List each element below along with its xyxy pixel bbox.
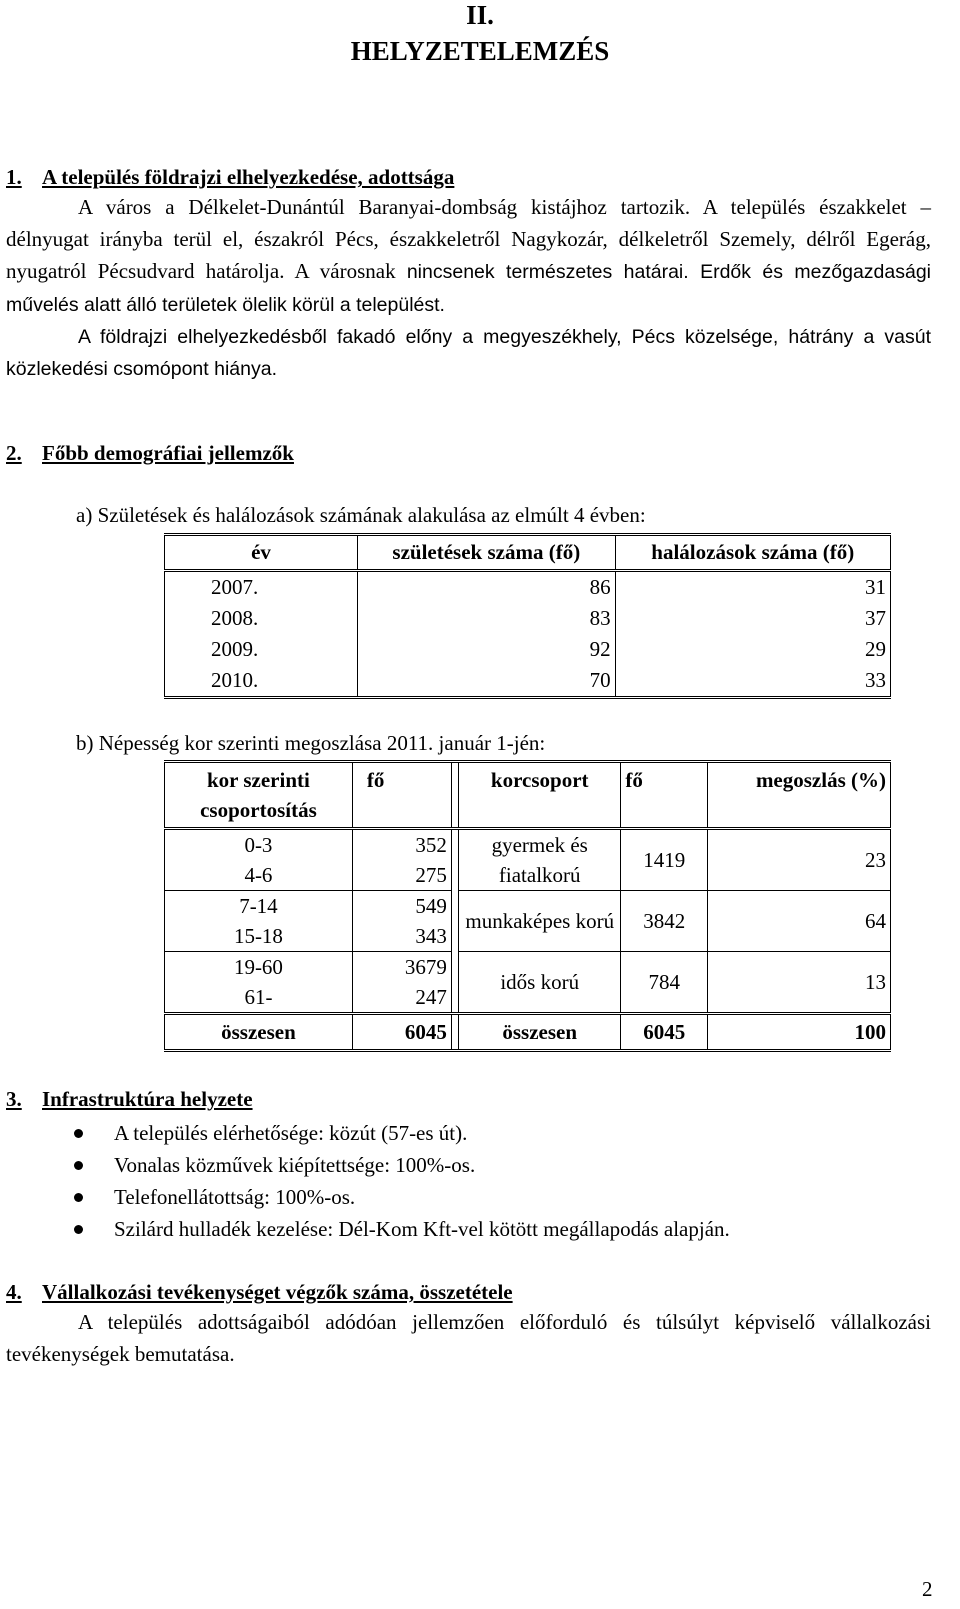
page-number: 2	[922, 1577, 933, 1601]
table-row	[165, 571, 891, 604]
column-gap	[451, 952, 458, 1014]
section-3-number: 3.	[6, 1087, 22, 1111]
section-2-heading	[6, 440, 294, 466]
cell-births: 83	[358, 603, 616, 634]
cell-year: 2007.	[165, 571, 358, 604]
section-1-body	[6, 191, 931, 385]
column-header-distribution: megoszlás (%)	[708, 762, 891, 829]
cell-category: idős korú	[459, 952, 621, 1014]
table-header-row	[165, 535, 891, 571]
table-row	[165, 634, 891, 665]
cell-persons: 3679	[352, 952, 451, 983]
cell-age: 7-14	[165, 891, 353, 922]
section-4-body	[6, 1306, 931, 1370]
section-1-heading	[6, 164, 454, 190]
table-total-row	[165, 1014, 891, 1051]
column-header-age-group: kor szerinti csoportosítás	[165, 762, 353, 829]
column-header-category: korcsoport	[459, 762, 621, 829]
list-item: A település elérhetősége: közút (57-es út).	[74, 1117, 730, 1149]
cell-persons: 549	[352, 891, 451, 922]
section-1-title: A település földrajzi elhelyezkedése, adottsága	[42, 165, 455, 189]
chapter-title: HELYZETELEMZÉS	[350, 36, 610, 66]
cell-category-persons: 1419	[621, 829, 708, 891]
cell-distribution: 64	[708, 891, 891, 952]
section-3-heading	[6, 1086, 253, 1112]
cell-total-persons: 6045	[621, 1014, 708, 1051]
list-item: Szilárd hulladék kezelése: Dél-Kom Kft-vel kötött megállapodás alapján.	[74, 1213, 730, 1245]
column-header-persons: fő	[352, 762, 451, 829]
table-row	[165, 952, 891, 983]
column-gap	[451, 829, 458, 891]
cell-persons: 247	[352, 982, 451, 1014]
cell-age: 61-	[165, 982, 353, 1014]
cell-distribution: 23	[708, 829, 891, 891]
column-gap	[451, 762, 458, 829]
cell-age: 0-3	[165, 829, 353, 861]
births-deaths-caption: a) Születések és halálozások számának alakulása az elmúlt 4 évben:	[76, 503, 646, 527]
section-2-number: 2.	[6, 441, 22, 465]
section-1-paragraph-1	[6, 191, 931, 321]
section-1-paragraph-1-sans: nincsenek természetes határai. Erdők és mezőgazdasági művelés alatt álló területek ölelik körül a települést.	[6, 261, 932, 316]
column-header-year: év	[165, 535, 358, 571]
cell-births: 92	[358, 634, 616, 665]
table-row	[165, 665, 891, 698]
cell-persons: 352	[352, 829, 451, 861]
column-header-births: születések száma (fő)	[358, 535, 616, 571]
cell-births: 86	[358, 571, 616, 604]
cell-total-distribution: 100	[708, 1014, 891, 1051]
cell-total-label: összesen	[459, 1014, 621, 1051]
cell-distribution: 13	[708, 952, 891, 1014]
table-row	[165, 891, 891, 922]
section-4-title: Vállalkozási tevékenységet végzők száma, összetétele	[42, 1280, 513, 1304]
cell-deaths: 33	[615, 665, 890, 698]
section-2-title: Főbb demográfiai jellemzők	[42, 441, 294, 465]
cell-year: 2008.	[165, 603, 358, 634]
cell-category-persons: 3842	[621, 891, 708, 952]
list-item: Vonalas közművek kiépítettsége: 100%-os.	[74, 1149, 730, 1181]
table-row	[165, 829, 891, 861]
cell-age: 4-6	[165, 860, 353, 891]
age-distribution-table	[164, 760, 891, 1052]
cell-deaths: 29	[615, 634, 890, 665]
table-header-row	[165, 762, 891, 829]
cell-births: 70	[358, 665, 616, 698]
infrastructure-list	[74, 1117, 730, 1245]
cell-deaths: 31	[615, 571, 890, 604]
cell-persons: 343	[352, 921, 451, 952]
column-header-deaths: halálozások száma (fő)	[615, 535, 890, 571]
cell-persons: 275	[352, 860, 451, 891]
section-4-number: 4.	[6, 1280, 22, 1304]
cell-category: gyermek és fiatalkorú	[459, 829, 621, 891]
table-row	[165, 603, 891, 634]
births-deaths-table	[164, 533, 891, 699]
cell-category-persons: 784	[621, 952, 708, 1014]
section-4-heading	[6, 1279, 513, 1305]
cell-total-persons: 6045	[352, 1014, 451, 1051]
age-distribution-caption: b) Népesség kor szerinti megoszlása 2011. január 1-jén:	[76, 731, 546, 755]
cell-category: munkaképes korú	[459, 891, 621, 952]
chapter-number: II.	[466, 0, 494, 30]
list-item: Telefonellátottság: 100%-os.	[74, 1181, 730, 1213]
cell-deaths: 37	[615, 603, 890, 634]
cell-age: 15-18	[165, 921, 353, 952]
section-1-number: 1.	[6, 165, 22, 189]
column-header-category-persons: fő	[621, 762, 708, 829]
cell-total-label: összesen	[165, 1014, 353, 1051]
section-3-title: Infrastruktúra helyzete	[42, 1087, 253, 1111]
cell-year: 2009.	[165, 634, 358, 665]
cell-year: 2010.	[165, 665, 358, 698]
section-4-paragraph: A település adottságaiból adódóan jellemzően előforduló és túlsúlyt képviselő vállalkozási tevékenységek bemutatása.	[6, 1310, 931, 1366]
column-gap	[451, 1014, 458, 1051]
section-1-paragraph-1-serif: A város a Délkelet-Dunántúl Baranyai-dombság kistájhoz tartozik. A település északkelet – délnyugat irányba terül el, északról Pécs, északkeletről Nagykozár, délkeletről Szemely, délről Egerág, nyugatról Pécsudvard határolja. A városnak	[6, 195, 931, 283]
cell-age: 19-60	[165, 952, 353, 983]
column-gap	[451, 891, 458, 952]
section-1-paragraph-2: A földrajzi elhelyezkedésből fakadó előny a megyeszékhely, Pécs közelsége, hátrány a vasút közlekedési csomópont hiánya.	[6, 326, 931, 380]
